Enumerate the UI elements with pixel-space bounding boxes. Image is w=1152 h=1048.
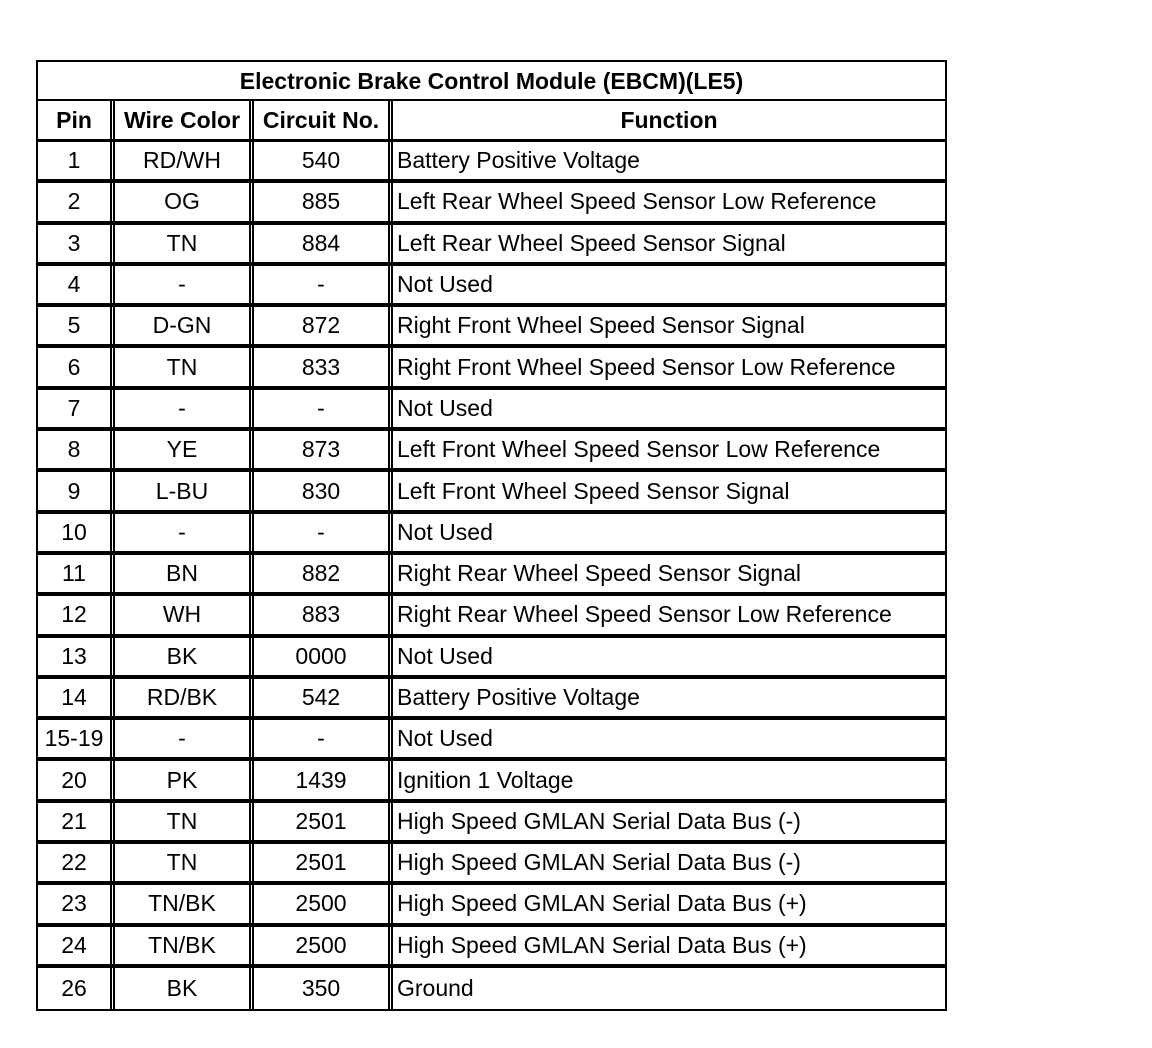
header-function: Function — [620, 106, 718, 133]
table-row — [38, 142, 945, 183]
table-row — [38, 968, 945, 1009]
cell-circuit-no: - — [254, 390, 393, 427]
cell-circuit-no: 833 — [254, 348, 393, 385]
cell-wire-color: - — [115, 390, 254, 427]
table-row — [38, 885, 945, 926]
table-row — [38, 720, 945, 761]
cell-function: Ground — [397, 975, 474, 1002]
cell-function: Battery Positive Voltage — [397, 684, 640, 710]
cell-circuit-no: 2500 — [254, 927, 393, 964]
cell-function: Left Rear Wheel Speed Sensor Signal — [397, 229, 786, 256]
cell-function: High Speed GMLAN Serial Data Bus (-) — [397, 849, 801, 876]
cell-circuit-no: 830 — [254, 472, 393, 509]
cell-function: Not Used — [397, 271, 493, 298]
cell-wire-color: PK — [115, 761, 254, 798]
table-row — [38, 266, 945, 307]
cell-function: Right Rear Wheel Speed Sensor Low Reference — [397, 601, 892, 628]
cell-circuit-no: 542 — [254, 679, 393, 716]
table-row — [38, 844, 945, 885]
cell-circuit-no: 884 — [254, 225, 393, 262]
cell-wire-color: - — [115, 514, 254, 551]
cell-wire-color: TN — [115, 348, 254, 385]
cell-circuit-no: 882 — [254, 555, 393, 592]
table-row — [38, 596, 945, 637]
cell-circuit-no: 350 — [254, 968, 393, 1009]
cell-function: Left Front Wheel Speed Sensor Low Reference — [397, 436, 881, 463]
cell-wire-color: OG — [115, 183, 254, 220]
cell-pin: 10 — [38, 514, 115, 551]
cell-function: Not Used — [397, 725, 493, 752]
cell-wire-color: RD/WH — [115, 142, 254, 179]
cell-wire-color: TN — [115, 225, 254, 262]
cell-function: Left Front Wheel Speed Sensor Signal — [397, 477, 790, 504]
cell-circuit-no: 872 — [254, 307, 393, 344]
table-row — [38, 390, 945, 431]
table-row — [38, 225, 945, 266]
cell-pin: 26 — [38, 968, 115, 1009]
cell-pin: 4 — [38, 266, 115, 303]
cell-circuit-no: 1439 — [254, 761, 393, 798]
cell-function: High Speed GMLAN Serial Data Bus (+) — [397, 890, 807, 917]
table-row — [38, 183, 945, 224]
cell-wire-color: RD/BK — [115, 679, 254, 716]
table-title: Electronic Brake Control Module (EBCM)(LE5) — [38, 62, 945, 101]
cell-pin: 20 — [38, 761, 115, 798]
cell-wire-color: TN/BK — [115, 927, 254, 964]
cell-pin: 2 — [38, 183, 115, 220]
cell-circuit-no: - — [254, 514, 393, 551]
table-header-row — [38, 101, 945, 142]
cell-circuit-no: 540 — [254, 142, 393, 179]
cell-circuit-no: 883 — [254, 596, 393, 633]
cell-circuit-no: 2501 — [254, 803, 393, 840]
cell-function: Not Used — [397, 394, 493, 421]
cell-function: Left Rear Wheel Speed Sensor Low Reference — [397, 188, 877, 215]
cell-pin: 11 — [38, 555, 115, 592]
cell-pin: 5 — [38, 307, 115, 344]
table-row — [38, 638, 945, 679]
table-row — [38, 514, 945, 555]
table-row — [38, 307, 945, 348]
cell-function: Battery Positive Voltage — [397, 147, 640, 174]
cell-pin: 13 — [38, 638, 115, 675]
table-row — [38, 679, 945, 720]
cell-circuit-no: - — [254, 266, 393, 303]
cell-pin: 22 — [38, 844, 115, 881]
cell-pin: 9 — [38, 472, 115, 509]
cell-function: Ignition 1 Voltage — [397, 766, 574, 793]
cell-function: High Speed GMLAN Serial Data Bus (+) — [397, 931, 807, 958]
cell-function: Right Rear Wheel Speed Sensor Signal — [397, 560, 802, 587]
cell-circuit-no: 2500 — [254, 885, 393, 922]
cell-wire-color: YE — [115, 431, 254, 468]
cell-pin: 14 — [38, 679, 115, 716]
cell-pin: 3 — [38, 225, 115, 262]
cell-wire-color: WH — [115, 596, 254, 633]
cell-wire-color: BK — [115, 968, 254, 1009]
cell-pin: 8 — [38, 431, 115, 468]
cell-pin: 7 — [38, 390, 115, 427]
cell-wire-color: TN — [115, 844, 254, 881]
table-row — [38, 472, 945, 513]
cell-pin: 21 — [38, 803, 115, 840]
table-row — [38, 927, 945, 968]
header-pin: Pin — [38, 101, 115, 139]
cell-wire-color: D-GN — [115, 307, 254, 344]
cell-pin: 6 — [38, 348, 115, 385]
table-row — [38, 803, 945, 844]
table-row — [38, 761, 945, 802]
cell-function: Right Front Wheel Speed Sensor Signal — [397, 312, 805, 339]
cell-pin: 15-19 — [38, 720, 115, 757]
cell-function: Not Used — [397, 642, 493, 669]
table-row — [38, 555, 945, 596]
cell-pin: 23 — [38, 885, 115, 922]
table-row — [38, 431, 945, 472]
ebcm-pinout-table — [36, 60, 947, 1011]
header-circuit-no: Circuit No. — [254, 101, 393, 139]
cell-wire-color: BN — [115, 555, 254, 592]
cell-circuit-no: 885 — [254, 183, 393, 220]
cell-circuit-no: 873 — [254, 431, 393, 468]
cell-function: Not Used — [397, 518, 493, 545]
cell-wire-color: BK — [115, 638, 254, 675]
cell-circuit-no: 2501 — [254, 844, 393, 881]
cell-wire-color: L-BU — [115, 472, 254, 509]
cell-function: Right Front Wheel Speed Sensor Low Reference — [397, 353, 896, 380]
header-wire-color: Wire Color — [115, 101, 254, 139]
table-row — [38, 348, 945, 389]
cell-pin: 1 — [38, 142, 115, 179]
cell-wire-color: TN/BK — [115, 885, 254, 922]
cell-wire-color: - — [115, 266, 254, 303]
cell-pin: 24 — [38, 927, 115, 964]
cell-pin: 12 — [38, 596, 115, 633]
cell-function: High Speed GMLAN Serial Data Bus (-) — [397, 807, 801, 834]
cell-circuit-no: 0000 — [254, 638, 393, 675]
cell-circuit-no: - — [254, 720, 393, 757]
cell-wire-color: - — [115, 720, 254, 757]
cell-wire-color: TN — [115, 803, 254, 840]
